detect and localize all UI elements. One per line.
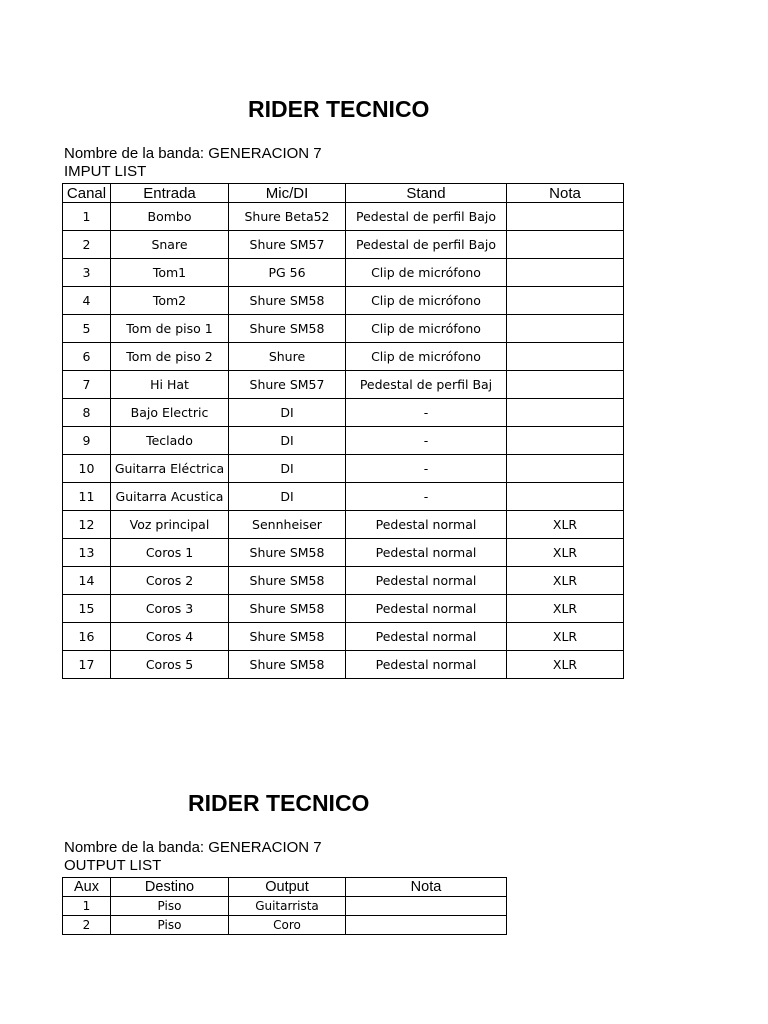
table-row bbox=[63, 231, 624, 259]
mic-di-cell: DI bbox=[229, 483, 346, 511]
header-destino: Destino bbox=[111, 878, 229, 897]
header-output: Output bbox=[229, 878, 346, 897]
stand-cell: - bbox=[346, 399, 507, 427]
mic-di-cell: DI bbox=[229, 455, 346, 483]
entrada-cell: Voz principal bbox=[111, 511, 229, 539]
table-row bbox=[63, 651, 624, 679]
list-label-2: OUTPUT LIST bbox=[64, 857, 162, 874]
canal-cell: 7 bbox=[63, 371, 111, 399]
canal-cell: 6 bbox=[63, 343, 111, 371]
entrada-cell: Coros 1 bbox=[111, 539, 229, 567]
stand-cell: Clip de micrófono bbox=[346, 259, 507, 287]
table-row bbox=[63, 315, 624, 343]
entrada-cell: Hi Hat bbox=[111, 371, 229, 399]
header-canal: Canal bbox=[63, 184, 111, 203]
stand-cell: Clip de micrófono bbox=[346, 343, 507, 371]
stand-cell: Pedestal normal bbox=[346, 623, 507, 651]
table-row bbox=[63, 595, 624, 623]
header-nota: Nota bbox=[507, 184, 624, 203]
header-entrada: Entrada bbox=[111, 184, 229, 203]
table-row bbox=[63, 623, 624, 651]
stand-cell: - bbox=[346, 483, 507, 511]
nota-cell: XLR bbox=[507, 539, 624, 567]
canal-cell: 17 bbox=[63, 651, 111, 679]
canal-cell: 13 bbox=[63, 539, 111, 567]
input-list-table bbox=[62, 183, 624, 679]
output-list-table bbox=[62, 877, 507, 935]
header-nota: Nota bbox=[346, 878, 507, 897]
table-row bbox=[63, 259, 624, 287]
mic-di-cell: Shure SM58 bbox=[229, 315, 346, 343]
entrada-cell: Bajo Electric bbox=[111, 399, 229, 427]
entrada-cell: Tom de piso 1 bbox=[111, 315, 229, 343]
entrada-cell: Guitarra Eléctrica bbox=[111, 455, 229, 483]
header-mic-di: Mic/DI bbox=[229, 184, 346, 203]
band-name-line: Nombre de la banda: GENERACION 7 bbox=[64, 145, 322, 162]
table-header-row bbox=[63, 878, 507, 897]
list-label: IMPUT LIST bbox=[64, 163, 147, 180]
mic-di-cell: Shure SM58 bbox=[229, 539, 346, 567]
entrada-cell: Tom de piso 2 bbox=[111, 343, 229, 371]
canal-cell: 4 bbox=[63, 287, 111, 315]
table-row bbox=[63, 567, 624, 595]
header-aux: Aux bbox=[63, 878, 111, 897]
header-stand: Stand bbox=[346, 184, 507, 203]
page-title: RIDER TECNICO bbox=[248, 96, 430, 122]
aux-cell: 1 bbox=[63, 897, 111, 916]
mic-di-cell: Shure bbox=[229, 343, 346, 371]
destino-cell: Piso bbox=[111, 916, 229, 935]
entrada-cell: Coros 3 bbox=[111, 595, 229, 623]
canal-cell: 15 bbox=[63, 595, 111, 623]
nota-cell bbox=[507, 315, 624, 343]
mic-di-cell: Shure SM58 bbox=[229, 651, 346, 679]
entrada-cell: Coros 5 bbox=[111, 651, 229, 679]
aux-cell: 2 bbox=[63, 916, 111, 935]
nota-cell bbox=[507, 231, 624, 259]
stand-cell: Pedestal de perfil Bajo bbox=[346, 231, 507, 259]
mic-di-cell: Shure SM58 bbox=[229, 567, 346, 595]
mic-di-cell: Shure SM57 bbox=[229, 371, 346, 399]
stand-cell: - bbox=[346, 455, 507, 483]
canal-cell: 10 bbox=[63, 455, 111, 483]
table-row bbox=[63, 203, 624, 231]
stand-cell: Pedestal normal bbox=[346, 511, 507, 539]
output-cell: Guitarrista bbox=[229, 897, 346, 916]
table-row bbox=[63, 483, 624, 511]
stand-cell: Pedestal de perfil Baj bbox=[346, 371, 507, 399]
table-row bbox=[63, 539, 624, 567]
canal-cell: 8 bbox=[63, 399, 111, 427]
entrada-cell: Snare bbox=[111, 231, 229, 259]
entrada-cell: Guitarra Acustica bbox=[111, 483, 229, 511]
stand-cell: Clip de micrófono bbox=[346, 315, 507, 343]
canal-cell: 5 bbox=[63, 315, 111, 343]
page-title-2: RIDER TECNICO bbox=[188, 790, 370, 816]
nota-cell bbox=[346, 916, 507, 935]
nota-cell bbox=[507, 399, 624, 427]
table-row bbox=[63, 287, 624, 315]
canal-cell: 11 bbox=[63, 483, 111, 511]
entrada-cell: Coros 2 bbox=[111, 567, 229, 595]
stand-cell: Pedestal normal bbox=[346, 539, 507, 567]
stand-cell: Pedestal de perfil Bajo bbox=[346, 203, 507, 231]
stand-cell: Pedestal normal bbox=[346, 567, 507, 595]
canal-cell: 14 bbox=[63, 567, 111, 595]
canal-cell: 3 bbox=[63, 259, 111, 287]
stand-cell: Clip de micrófono bbox=[346, 287, 507, 315]
destino-cell: Piso bbox=[111, 897, 229, 916]
nota-cell bbox=[507, 427, 624, 455]
mic-di-cell: DI bbox=[229, 399, 346, 427]
table-row bbox=[63, 455, 624, 483]
entrada-cell: Teclado bbox=[111, 427, 229, 455]
table-header-row bbox=[63, 184, 624, 203]
nota-cell bbox=[507, 203, 624, 231]
entrada-cell: Bombo bbox=[111, 203, 229, 231]
mic-di-cell: Shure Beta52 bbox=[229, 203, 346, 231]
mic-di-cell: DI bbox=[229, 427, 346, 455]
nota-cell bbox=[346, 897, 507, 916]
table-row bbox=[63, 897, 507, 916]
nota-cell: XLR bbox=[507, 651, 624, 679]
stand-cell: Pedestal normal bbox=[346, 595, 507, 623]
entrada-cell: Tom1 bbox=[111, 259, 229, 287]
nota-cell bbox=[507, 287, 624, 315]
canal-cell: 12 bbox=[63, 511, 111, 539]
table-row bbox=[63, 427, 624, 455]
nota-cell: XLR bbox=[507, 623, 624, 651]
table-row bbox=[63, 399, 624, 427]
nota-cell: XLR bbox=[507, 511, 624, 539]
stand-cell: Pedestal normal bbox=[346, 651, 507, 679]
output-cell: Coro bbox=[229, 916, 346, 935]
table-row bbox=[63, 511, 624, 539]
canal-cell: 9 bbox=[63, 427, 111, 455]
stand-cell: - bbox=[346, 427, 507, 455]
entrada-cell: Tom2 bbox=[111, 287, 229, 315]
nota-cell: XLR bbox=[507, 567, 624, 595]
nota-cell bbox=[507, 259, 624, 287]
table-row bbox=[63, 371, 624, 399]
band-name-line-2: Nombre de la banda: GENERACION 7 bbox=[64, 839, 322, 856]
canal-cell: 1 bbox=[63, 203, 111, 231]
nota-cell: XLR bbox=[507, 595, 624, 623]
table-row bbox=[63, 343, 624, 371]
entrada-cell: Coros 4 bbox=[111, 623, 229, 651]
mic-di-cell: Shure SM57 bbox=[229, 231, 346, 259]
nota-cell bbox=[507, 343, 624, 371]
mic-di-cell: PG 56 bbox=[229, 259, 346, 287]
canal-cell: 2 bbox=[63, 231, 111, 259]
mic-di-cell: Shure SM58 bbox=[229, 287, 346, 315]
canal-cell: 16 bbox=[63, 623, 111, 651]
table-row bbox=[63, 916, 507, 935]
nota-cell bbox=[507, 483, 624, 511]
mic-di-cell: Shure SM58 bbox=[229, 623, 346, 651]
nota-cell bbox=[507, 371, 624, 399]
nota-cell bbox=[507, 455, 624, 483]
mic-di-cell: Shure SM58 bbox=[229, 595, 346, 623]
mic-di-cell: Sennheiser bbox=[229, 511, 346, 539]
